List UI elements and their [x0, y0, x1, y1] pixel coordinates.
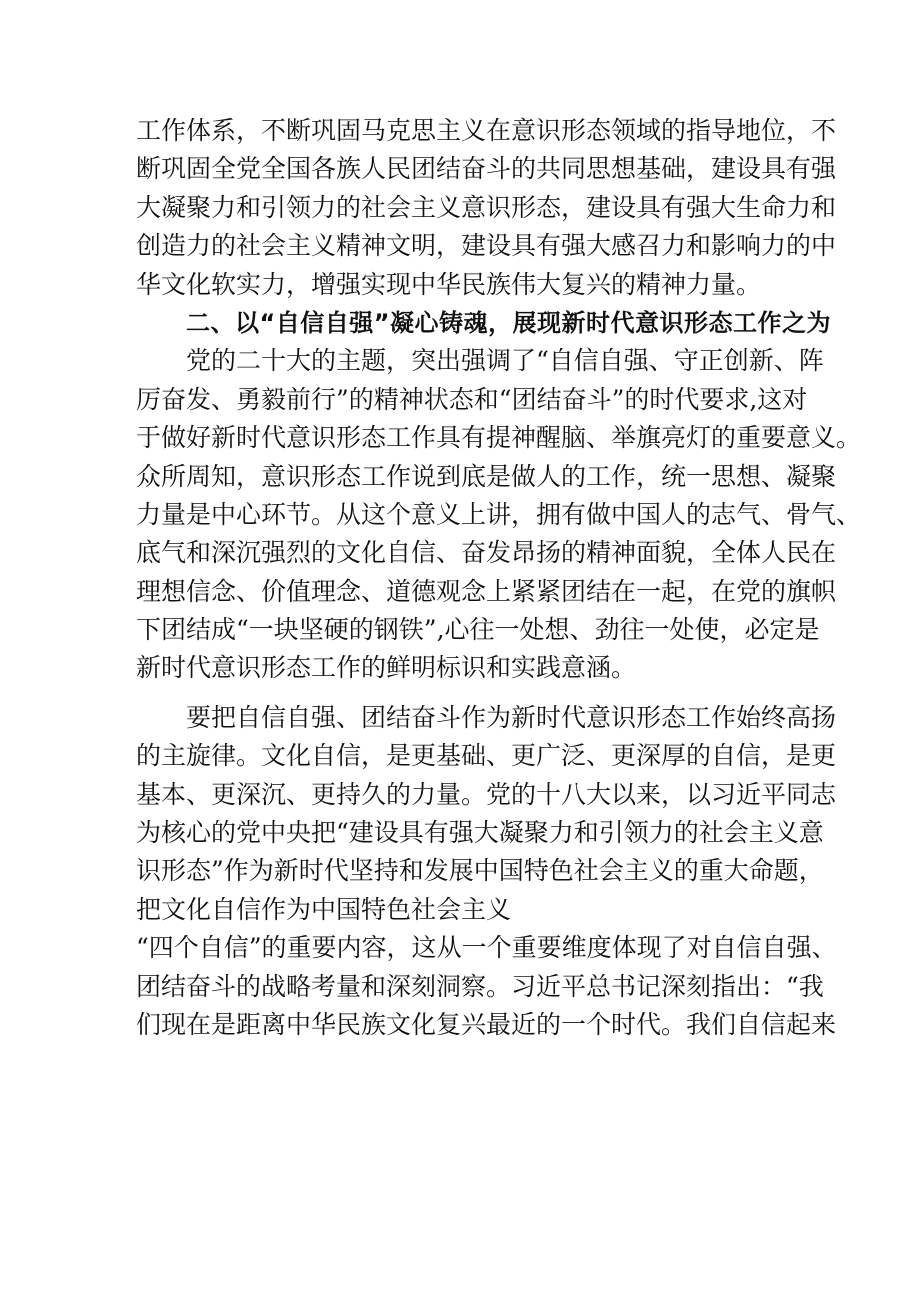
paragraph-1: [136, 112, 837, 304]
paragraph-line: 工作体系，不断巩固马克思主义在意识形态领域的指导地位，不: [136, 116, 837, 145]
paragraph-line: 大凝聚力和引领力的社会主义意识形态，建设具有强大生命力和: [136, 192, 837, 222]
paragraph-line: 新时代意识形态工作的鲜明标识和实践意涵。: [136, 653, 637, 683]
section-heading: 二、以“自信自强”凝心铸魂，展现新时代意识形态工作之为: [186, 308, 832, 337]
paragraph-line: 为核心的党中央把“建设具有强大凝聚力和引领力的社会主义意: [136, 818, 824, 848]
paragraph-3: [136, 699, 837, 1045]
paragraph-line: 团结奋斗的战略考量和深刻洞察。习近平总书记深刻指出：“我: [136, 971, 824, 1001]
paragraph-line: 识形态”作为新时代坚持和发展中国特色社会主义的重大命题，: [136, 856, 824, 886]
paragraph-line: 断巩固全党全国各族人民团结奋斗的共同思想基础，建设具有强: [136, 154, 837, 184]
paragraph-line: 们现在是距离中华民族文化复兴最近的一个时代。我们自信起来: [136, 1009, 837, 1039]
paragraph-2: [136, 342, 862, 688]
paragraph-line: 基本、更深沉、更持久的力量。党的十八大以来，以习近平同志: [136, 779, 837, 809]
paragraph-line: 于做好新时代意识形态工作具有提神醒脑、举旗亮灯的重要意义。: [136, 423, 862, 453]
paragraph-line: 下团结成“一块坚硬的钢铁”,心往一处想、劲往一处使，必定是: [136, 615, 820, 645]
paragraph-line: 厉奋发、勇毅前行”的精神状态和“团结奋斗”的时代要求,这对: [136, 384, 808, 414]
paragraph-line: 底气和深沉强烈的文化自信、奋发昂扬的精神面貌，全体人民在: [136, 538, 837, 568]
paragraph-line: 华文化软实力，增强实现中华民族伟大复兴的精神力量。: [136, 269, 762, 299]
paragraph-line: 力量是中心环节。从这个意义上讲，拥有做中国人的志气、骨气、: [136, 499, 862, 529]
document-body: [136, 112, 862, 1044]
paragraph-spacer: [136, 688, 806, 699]
paragraph-line: 党的二十大的主题，突出强调了“自信自强、守正创新、阵: [186, 346, 824, 376]
paragraph-line: 要把自信自强、团结奋斗作为新时代意识形态工作始终高扬: [186, 702, 837, 732]
paragraph-line: 众所周知，意识形态工作说到底是做人的工作，统一思想、凝聚: [136, 461, 837, 491]
paragraph-line: 把文化自信作为中国特色社会主义: [136, 894, 512, 924]
paragraph-line: 的主旋律。文化自信，是更基础、更广泛、更深厚的自信，是更: [136, 741, 837, 771]
paragraph-line: “四个自信”的重要内容，这从一个重要维度体现了对自信自强、: [136, 933, 837, 963]
paragraph-line: 创造力的社会主义精神文明，建设具有强大感召力和影响力的中: [136, 231, 837, 261]
paragraph-line: 理想信念、价值理念、道德观念上紧紧团结在一起，在党的旗帜: [136, 576, 837, 606]
